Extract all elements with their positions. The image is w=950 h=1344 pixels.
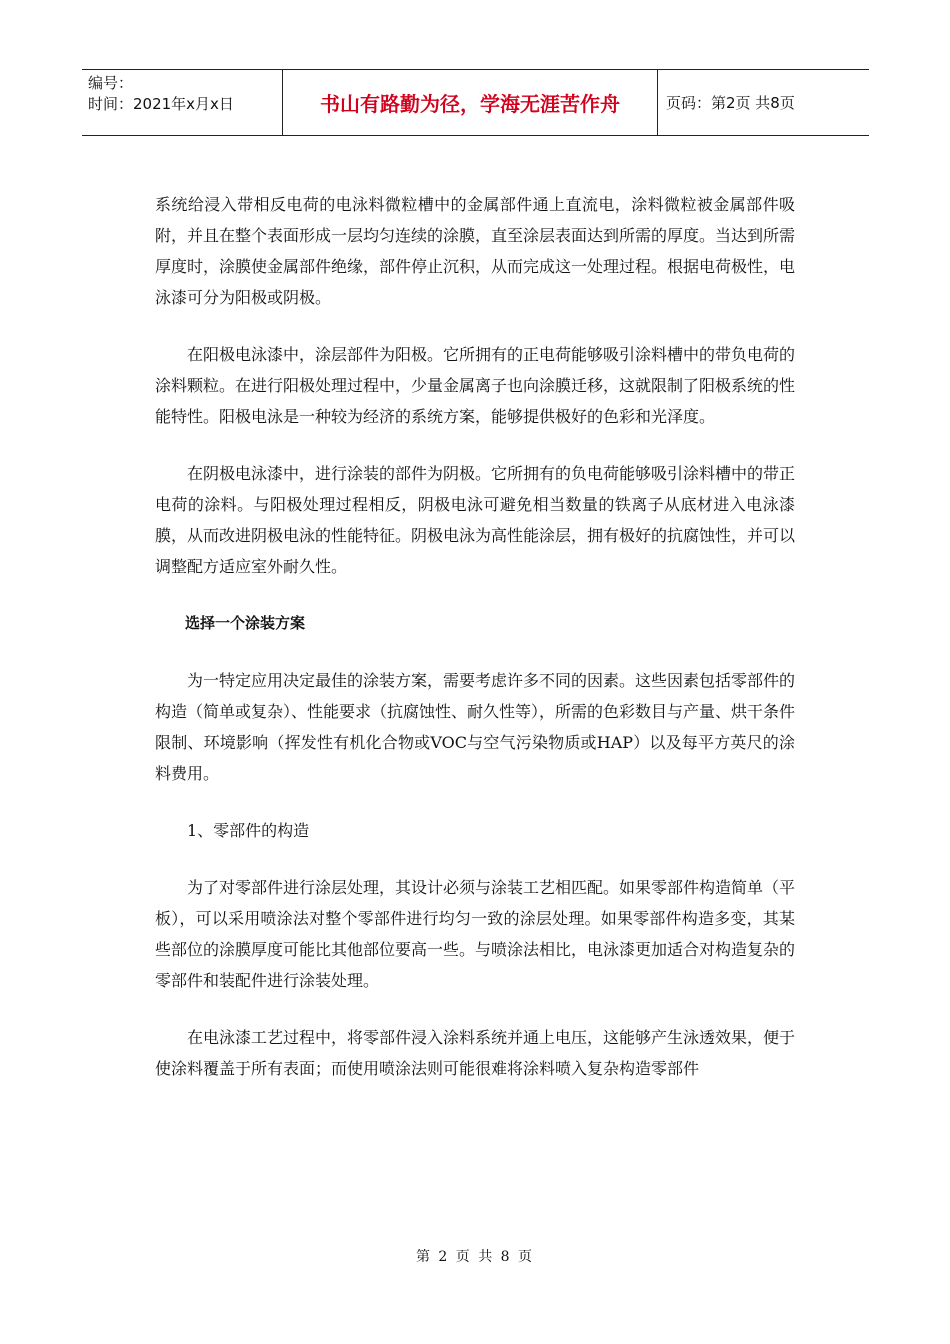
- paragraph: 在电泳漆工艺过程中，将零部件浸入涂料系统并通上电压，这能够产生泳透效果，便于使涂料覆盖于所有表面；而使用喷涂法则可能很难将涂料喷入复杂构造零部件: [155, 1028, 796, 1078]
- paragraph: 系统给浸入带相反电荷的电泳料微粒槽中的金属部件通上直流电，涂料微粒被金属部件吸附，并且在整个表面形成一层均匀连续的涂膜，直至涂层表面达到所需的厚度。当达到所需厚度时，涂膜使金属部件绝缘，部件停止沉积，从而完成这一处理过程。根据电荷极性，电泳漆可分为阳极或阴极。: [155, 195, 796, 307]
- section-heading: 选择一个涂装方案: [185, 614, 306, 632]
- paragraph: 为一特定应用决定最佳的涂装方案，需要考虑许多不同的因素。这些因素包括零部件的构造（简单或复杂）、性能要求（抗腐蚀性、耐久性等），所需的色彩数目与产量、烘干条件限制、环境影响（挥发性有机化合物或VOC与空气污染物质或HAP）以及每平方英尺的涂料费用。: [155, 671, 796, 783]
- header-meta: [82, 70, 283, 135]
- paragraph: 在阴极电泳漆中，进行涂装的部件为阴极。它所拥有的负电荷能够吸引涂料槽中的带正电荷的涂料。与阳极处理过程相反，阴极电泳可避免相当数量的铁离子从底材进入电泳漆膜，从而改进阴极电泳的性能特征。阴极电泳为高性能涂层，拥有极好的抗腐蚀性，并可以调整配方适应室外耐久性。: [155, 464, 796, 576]
- header-motto: 书山有路勤为径，学海无涯苦作舟: [283, 70, 658, 135]
- document-body: [155, 189, 795, 1110]
- paragraph: 为了对零部件进行涂层处理，其设计必须与涂装工艺相匹配。如果零部件构造简单（平板），可以采用喷涂法对整个零部件进行均匀一致的涂层处理。如果零部件构造多变，其某些部位的涂膜厚度可能比其他部位要高一些。与喷涂法相比，电泳漆更加适合对构造复杂的零部件和装配件进行涂装处理。: [155, 878, 796, 990]
- time-label: 时间：2021年x月x日: [88, 95, 234, 113]
- subsection-heading: 1、零部件的构造: [187, 821, 310, 840]
- serial-label: 编号：: [88, 74, 134, 92]
- paragraph: 在阳极电泳漆中，涂层部件为阳极。它所拥有的正电荷能够吸引涂料槽中的带负电荷的涂料颗粒。在进行阳极处理过程中，少量金属离子也向涂膜迁移，这就限制了阳极系统的性能特性。阳极电泳是一种较为经济的系统方案，能够提供极好的色彩和光泽度。: [155, 345, 796, 426]
- header-page-info: 页码：第2页 共8页: [666, 94, 795, 112]
- page-header: [82, 69, 869, 136]
- page-footer: 第 2 页 共 8 页: [415, 1249, 535, 1265]
